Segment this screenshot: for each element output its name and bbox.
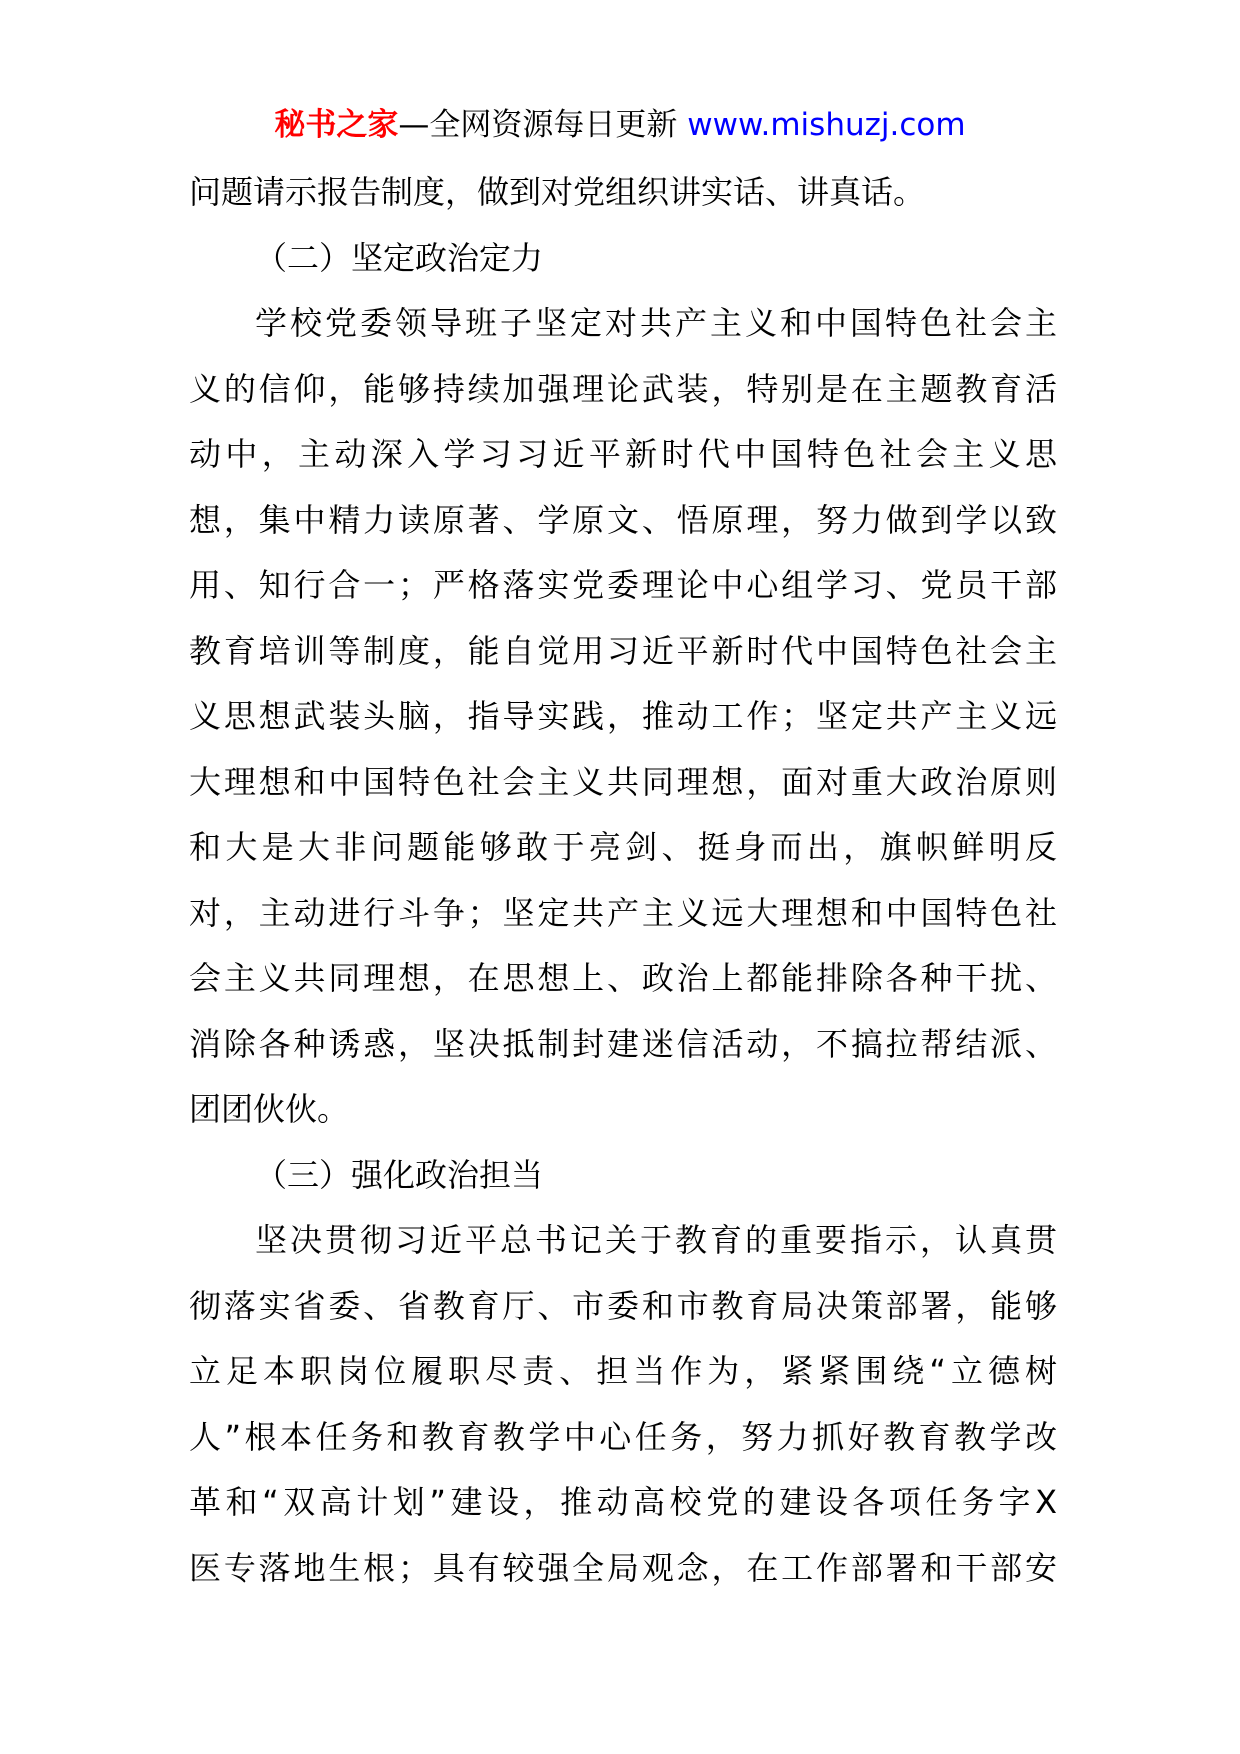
paragraph-line: 大理想和中国特色社会主义共同理想，面对重大政治原则 (189, 762, 1057, 801)
paragraph-line: 和大是大非问题能够敢于亮剑、挺身而出，旗帜鲜明反 (189, 828, 1057, 866)
page-header (0, 100, 1240, 150)
paragraph-line: 消除各种诱惑，坚决抵制封建迷信活动，不搞拉帮结派、 (189, 1024, 1057, 1063)
paragraph-line: 立足本职岗位履职尽责、担当作为，紧紧围绕“立德树 (189, 1352, 1057, 1390)
paragraph-line: 对，主动进行斗争；坚定共产主义远大理想和中国特色社 (189, 893, 1057, 932)
paragraph-line: 彻落实省委、省教育厅、市委和市教育局决策部署，能够 (189, 1286, 1057, 1325)
brand-name: 秘书之家 (274, 107, 399, 143)
paragraph-line: 问题请示报告制度，做到对党组织讲实话、讲真话。 (189, 173, 926, 211)
paragraph-line: 教育培训等制度，能自觉用习近平新时代中国特色社会主 (189, 631, 1057, 670)
paragraph-line: 会主义共同理想，在思想上、政治上都能排除各种干扰、 (189, 959, 1057, 997)
paragraph-line: 坚决贯彻习近平总书记关于教育的重要指示，认真贯 (255, 1221, 1057, 1259)
paragraph-line: 团团伙伙。 (189, 1090, 350, 1128)
header-tagline: —全网资源每日更新 (398, 107, 678, 143)
paragraph-line: 学校党委领导班子坚定对共产主义和中国特色社会主 (255, 304, 1057, 342)
paragraph-line: 义思想武装头脑，指导实践，推动工作；坚定共产主义远 (189, 697, 1057, 735)
paragraph-line: 义的信仰，能够持续加强理论武装，特别是在主题教育活 (189, 369, 1057, 408)
paragraph-line: 用、知行合一；严格落实党委理论中心组学习、党员干部 (189, 566, 1057, 604)
paragraph-line: 医专落地生根；具有较强全局观念，在工作部署和干部安 (189, 1548, 1057, 1587)
section-heading: （三）强化政治担当 (255, 1155, 544, 1194)
section-heading: （二）坚定政治定力 (255, 238, 544, 277)
paragraph-line: 人”根本任务和教育教学中心任务，努力抓好教育教学改 (189, 1417, 1057, 1456)
paragraph-line: 动中，主动深入学习习近平新时代中国特色社会主义思 (189, 435, 1057, 473)
document-body (189, 160, 1057, 1601)
header-url-link[interactable]: www.mishuzj.com (687, 107, 966, 143)
paragraph-line: 革和“双高计划”建设，推动高校党的建设各项任务字X (189, 1483, 1057, 1521)
paragraph-line: 想，集中精力读原著、学原文、悟原理，努力做到学以致 (189, 500, 1057, 539)
